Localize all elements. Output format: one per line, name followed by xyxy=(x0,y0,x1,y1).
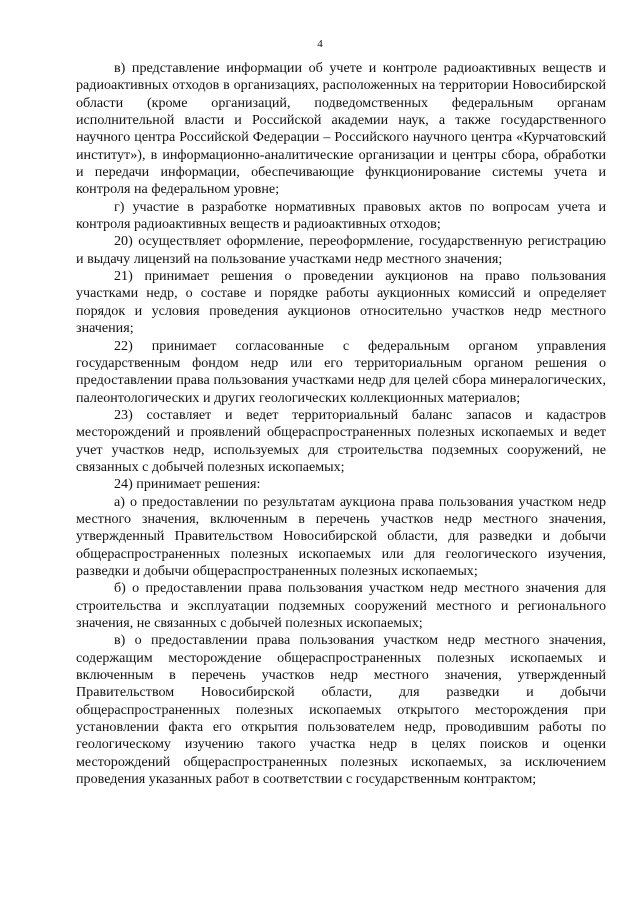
paragraph-21-auctions: 21) принимает решения о проведении аукционов на право пользования участками недр, о составе и порядке работы аукционных комиссий и определяет порядок и условия проведения аукционов относительно участков недр местного значения; xyxy=(76,268,606,337)
paragraph-24b-underground-structures: б) о предоставлении права пользования участком недр местного значения для строительства и эксплуатации подземных сооружений местного и регионального значения, не связанных с добычей полезных ископаемых; xyxy=(76,580,606,631)
paragraph-23-territorial-balance: 23) составляет и ведет территориальный баланс запасов и кадастров месторождений и проявлений общераспространенных полезных ископаемых и ведет учет участков недр, используемых для строительства подземных сооружений, не связанных с добычей полезных ископаемых; xyxy=(76,406,606,475)
paragraph-24v-discovered-deposit: в) о предоставлении права пользования участком недр местного значения, содержащим месторождение общераспространенных полезных ископаемых и включенным в перечень участков недр местного значения, утвержденный Правительством Новосибирской области, для разведки и добычи общераспространенных полезных ископаемых открытого месторождения при установлении факта его открытия пользователем недр, проводившим работы по геологическому изучению такого участка недр в целях поисков и оценки месторождений общераспространенных полезных ископаемых, за исключением проведения указанных работ в соответствии с государственным контрактом; xyxy=(76,632,606,788)
paragraph-item-v-radioactive-info: в) представление информации об учете и контроле радиоактивных веществ и радиоактивных отходов в организациях, расположенных на территории Новосибирской области (кроме организаций, подведомственных федеральным органам исполнительной власти и Российской академии наук, а также государственного научного центра Российской Федерации – Российского научного центра «Курчатовский институт»), в информационно-аналитические организации и центры сбора, обработки и передачи информации, обеспечивающие функционирование системы учета и контроля на федеральном уровне; xyxy=(76,60,606,198)
paragraph-22-collection-materials: 22) принимает согласованные с федеральным органом управления государственным фондом недр или его территориальным органом решения о предоставлении права пользования участками недр для целей сбора минералогических, палеонтологических и других геологических коллекционных материалов; xyxy=(76,337,606,406)
paragraph-item-g-normative-acts: г) участие в разработке нормативных правовых актов по вопросам учета и контроля радиоактивных веществ и радиоактивных отходов; xyxy=(76,198,606,233)
document-body xyxy=(76,60,606,788)
paragraph-24a-auction-results: а) о предоставлении по результатам аукциона права пользования участком недр местного значения, включенным в перечень участков недр местного значения, утвержденный Правительством Новосибирской области, для разведки и добычи общераспространенных полезных ископаемых или для геологического изучения, разведки и добычи общераспространенных полезных ископаемых; xyxy=(76,493,606,579)
page-number: 4 xyxy=(317,38,323,50)
paragraph-20-licenses: 20) осуществляет оформление, переоформление, государственную регистрацию и выдачу лицензий на пользование участками недр местного значения; xyxy=(76,233,606,267)
paragraph-24-decisions: 24) принимает решения: xyxy=(114,476,261,493)
